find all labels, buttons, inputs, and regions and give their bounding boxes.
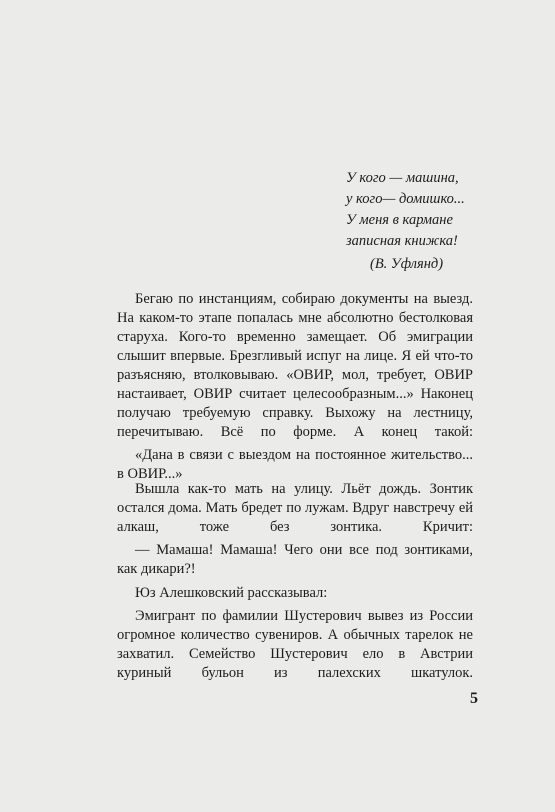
section-2 (117, 480, 473, 579)
section-3 (117, 584, 473, 683)
paragraph: Бегаю по инстанциям, собираю документы на выезд. На каком-то этапе попалась мне абсолютно бестолковая старуха. Кого-то временно замещает. Об эмиграции слышит впервые. Брезгливый испуг на лице. Я ей что-то разъясняю, втолковываю. «ОВИР, мол, требует, ОВИР настаивает, ОВИР считает целесообразным...» Наконец получаю требуемую справку. Выхожу на лестницу, перечитываю. Всё по форме. А конец такой: (117, 291, 474, 440)
page-number: 5 (470, 690, 478, 707)
paragraph: — Мамаша! Мамаша! Чего они все под зонтиками, как дикари?! (117, 542, 473, 577)
paragraph: «Дана в связи с выездом на постоянное жительство... в ОВИР...» (117, 447, 473, 482)
paragraph: Эмигрант по фамилии Шустерович вывез из России огромное количество сувениров. А обычных тарелок не захватил. Семейство Шустерович ело в Австрии куриный бульон из палехских шкатулок. (117, 608, 473, 681)
section-1 (117, 290, 473, 484)
epigraph-line: записная книжка! (346, 233, 458, 249)
paragraph: Юз Алешковский рассказывал: (135, 585, 328, 601)
epigraph-line: У меня в кармане (346, 212, 453, 228)
epigraph-line: у кого— домишко... (346, 191, 465, 207)
epigraph-line: У кого — машина, (346, 170, 459, 186)
epigraph (346, 168, 536, 275)
epigraph-attribution: (В. Уфлянд) (370, 256, 444, 272)
paragraph: Вышла как-то мать на улицу. Льёт дождь. Зонтик остался дома. Мать бредет по лужам. Вдруг навстречу ей алкаш, тоже без зонтика. Кричит: (117, 481, 474, 535)
